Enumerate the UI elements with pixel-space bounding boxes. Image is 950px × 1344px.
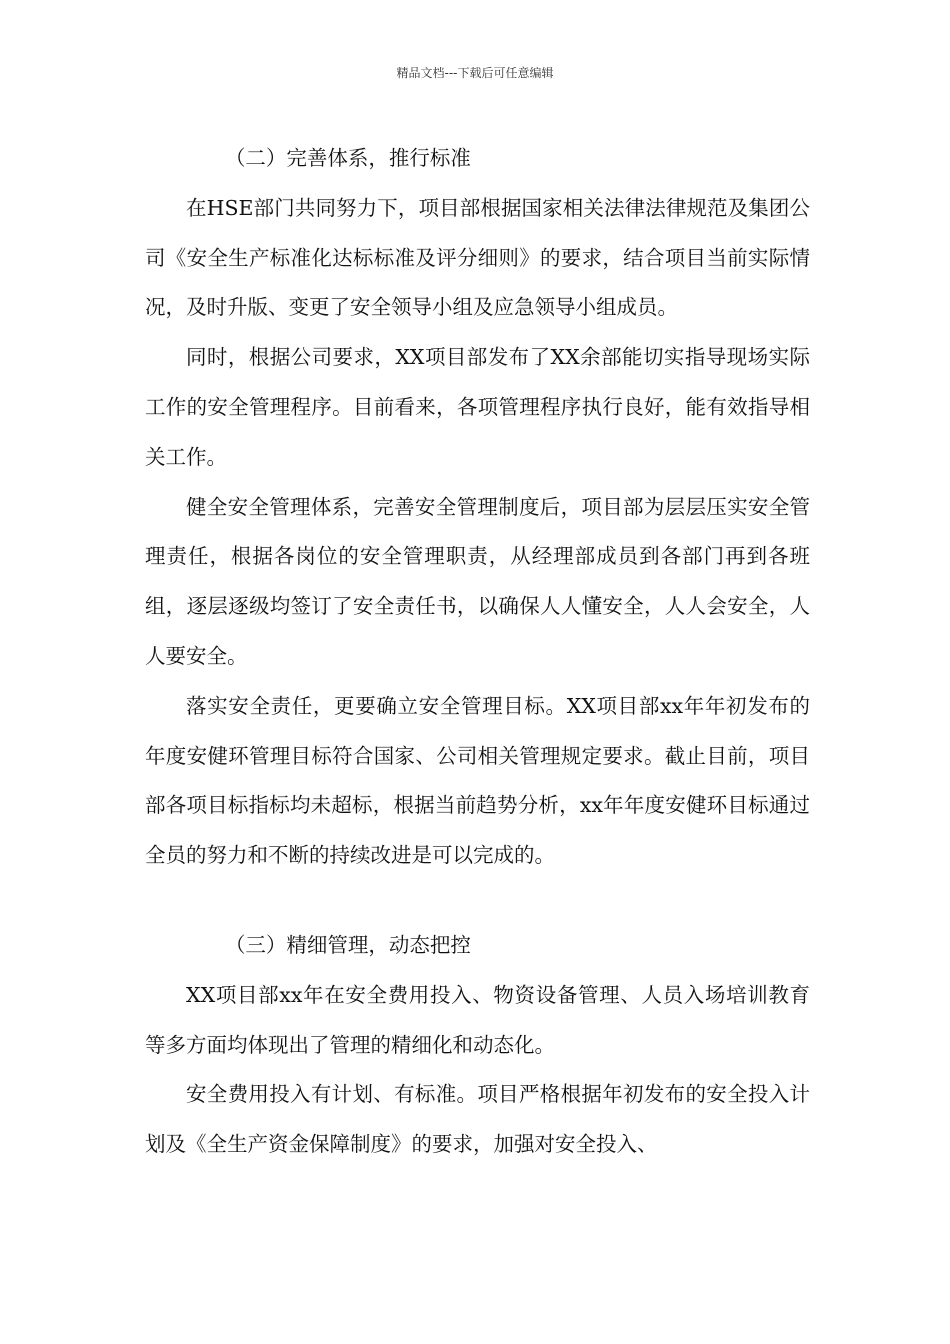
section-spacer xyxy=(145,881,810,921)
document-body xyxy=(145,134,810,1170)
paragraph: 落实安全责任，更要确立安全管理目标。XX项目部xx年年初发布的年度安健环管理目标符合国家、公司相关管理规定要求。截止目前，项目部各项目标指标均未超标，根据当前趋势分析，xx年年度安健环目标通过全员的努力和不断的持续改进是可以完成的。 xyxy=(145,693,810,868)
paragraph: 在HSE部门共同努力下，项目部根据国家相关法律法律规范及集团公司《安全生产标准化达标标准及评分细则》的要求，结合项目当前实际情况，及时升版、变更了安全领导小组及应急领导小组成员。 xyxy=(145,195,810,320)
paragraph: 同时，根据公司要求，XX项目部发布了XX余部能切实指导现场实际工作的安全管理程序。目前看来，各项管理程序执行良好，能有效指导相关工作。 xyxy=(145,345,810,469)
paragraph: 健全安全管理体系，完善安全管理制度后，项目部为层层压实安全管理责任，根据各岗位的安全管理职责，从经理部成员到各部门再到各班组，逐层逐级均签订了安全责任书，以确保人人懂安全，人人会安全，人人要安全。 xyxy=(145,494,810,668)
paragraph: XX项目部xx年在安全费用投入、物资设备管理、人员入场培训教育等多方面均体现出了管理的精细化和动态化。 xyxy=(145,982,810,1057)
page-header: 精品文档---下载后可任意编辑 xyxy=(396,66,554,80)
section-heading: （三）精细管理，动态把控 xyxy=(224,932,471,957)
paragraph: 安全费用投入有计划、有标准。项目严格根据年初发布的安全投入计划及《全生产资金保障制度》的要求，加强对安全投入、 xyxy=(145,1082,810,1157)
section-heading: （二）完善体系，推行标准 xyxy=(224,146,471,170)
